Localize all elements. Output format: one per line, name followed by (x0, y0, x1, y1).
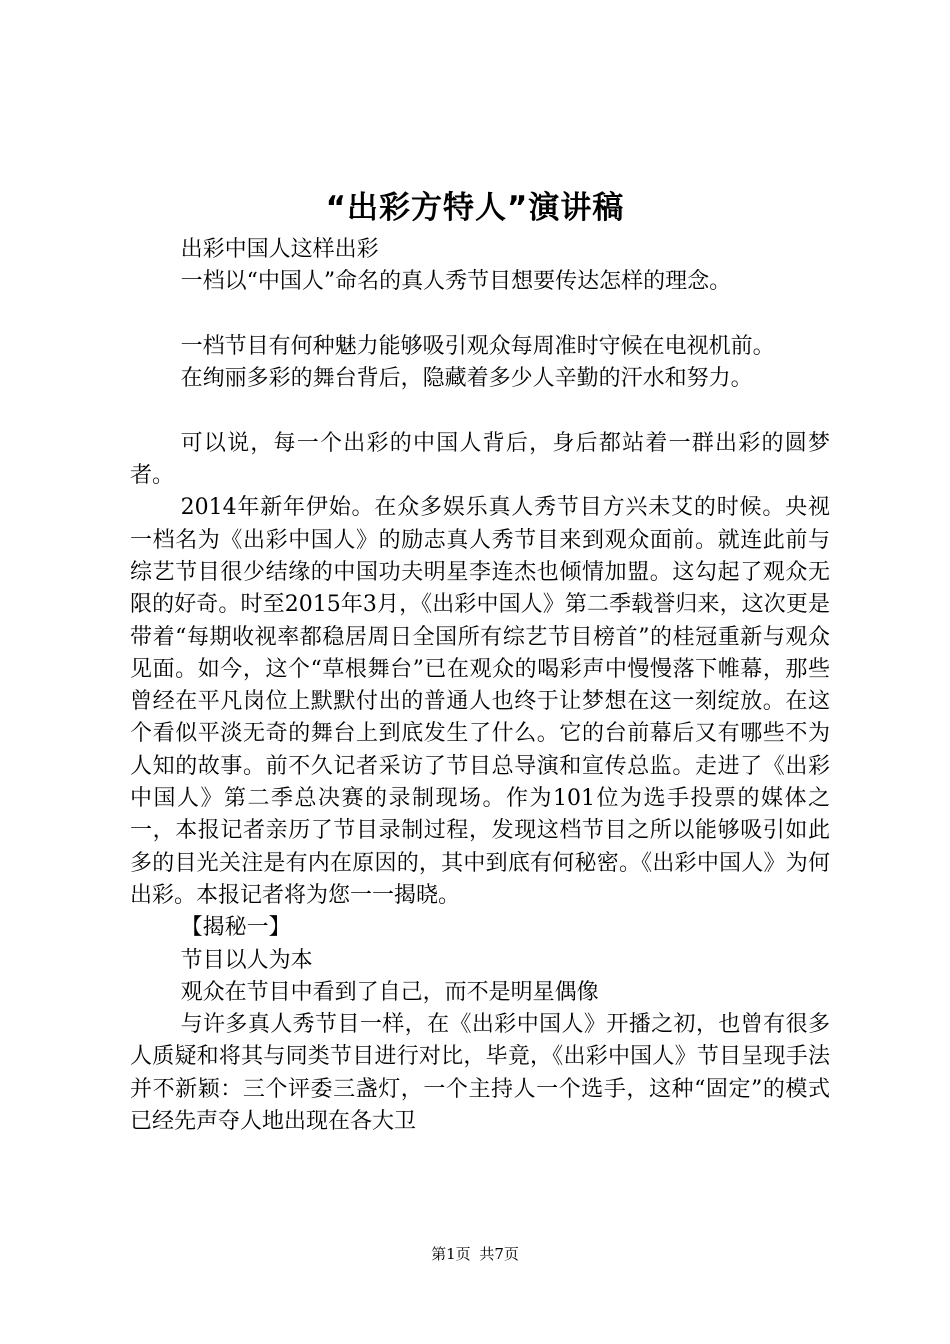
paragraph: 2014年新年伊始。在众多娱乐真人秀节目方兴未艾的时候。央视一档名为《出彩中国人》的励志真人秀节目来到观众面前。就连此前与综艺节目很少结缘的中国功夫明星李连杰也倾情加盟。这勾起了观众无限的好奇。时至2015年3月，《出彩中国人》第二季载誉归来，这次更是带着“每期收视率都稳居周日全国所有综艺节目榜首”的桂冠重新与观众见面。如今，这个“草根舞台”已在观众的喝彩声中慢慢落下帷幕，那些曾经在平凡岗位上默默付出的普通人也终于让梦想在这一刻绽放。在这个看似平淡无奇的舞台上到底发生了什么。它的台前幕后又有哪些不为人知的故事。前不久记者采访了节目总导演和宣传总监。走进了《出彩中国人》第二季总决赛的录制现场。作为101位为选手投票的媒体之一，本报记者亲历了节目录制过程，发现这档节目之所以能够吸引如此多的目光关注是有内在原因的，其中到底有何秘密。《出彩中国人》为何出彩。本报记者将为您一一揭晓。 (130, 495, 830, 908)
page-number: 第1页 (431, 1245, 471, 1263)
page-total: 共7页 (479, 1245, 519, 1263)
section-subheading: 观众在节目中看到了自己，而不是明星偶像 (180, 979, 599, 1005)
section-heading: 【揭秘一】 (180, 915, 291, 941)
page-footer (0, 1244, 950, 1264)
paragraph: 与许多真人秀节目一样，在《出彩中国人》开播之初，也曾有很多人质疑和将其与同类节目进行对比，毕竟，《出彩中国人》节目呈现手法并不新颖：三个评委三盏灯，一个主持人一个选手，这种“固定”的模式已经先声夺人地出现在各大卫 (130, 1012, 830, 1135)
document-title: “出彩方特人”演讲稿 (325, 190, 625, 226)
paragraph: 一档以“中国人”命名的真人秀节目想要传达怎样的理念。 (180, 269, 732, 295)
paragraph: 可以说，每一个出彩的中国人背后，身后都站着一群出彩的圆梦者。 (130, 430, 830, 489)
document-body (130, 234, 830, 1138)
paragraph: 一档节目有何种魅力能够吸引观众每周准时守候在电视机前。 (180, 333, 775, 359)
paragraph-subtitle: 出彩中国人这样出彩 (180, 237, 379, 262)
paragraph: 在绚丽多彩的舞台背后，隐藏着多少人辛勤的汗水和努力。 (180, 366, 753, 392)
section-subheading: 节目以人为本 (180, 947, 313, 973)
